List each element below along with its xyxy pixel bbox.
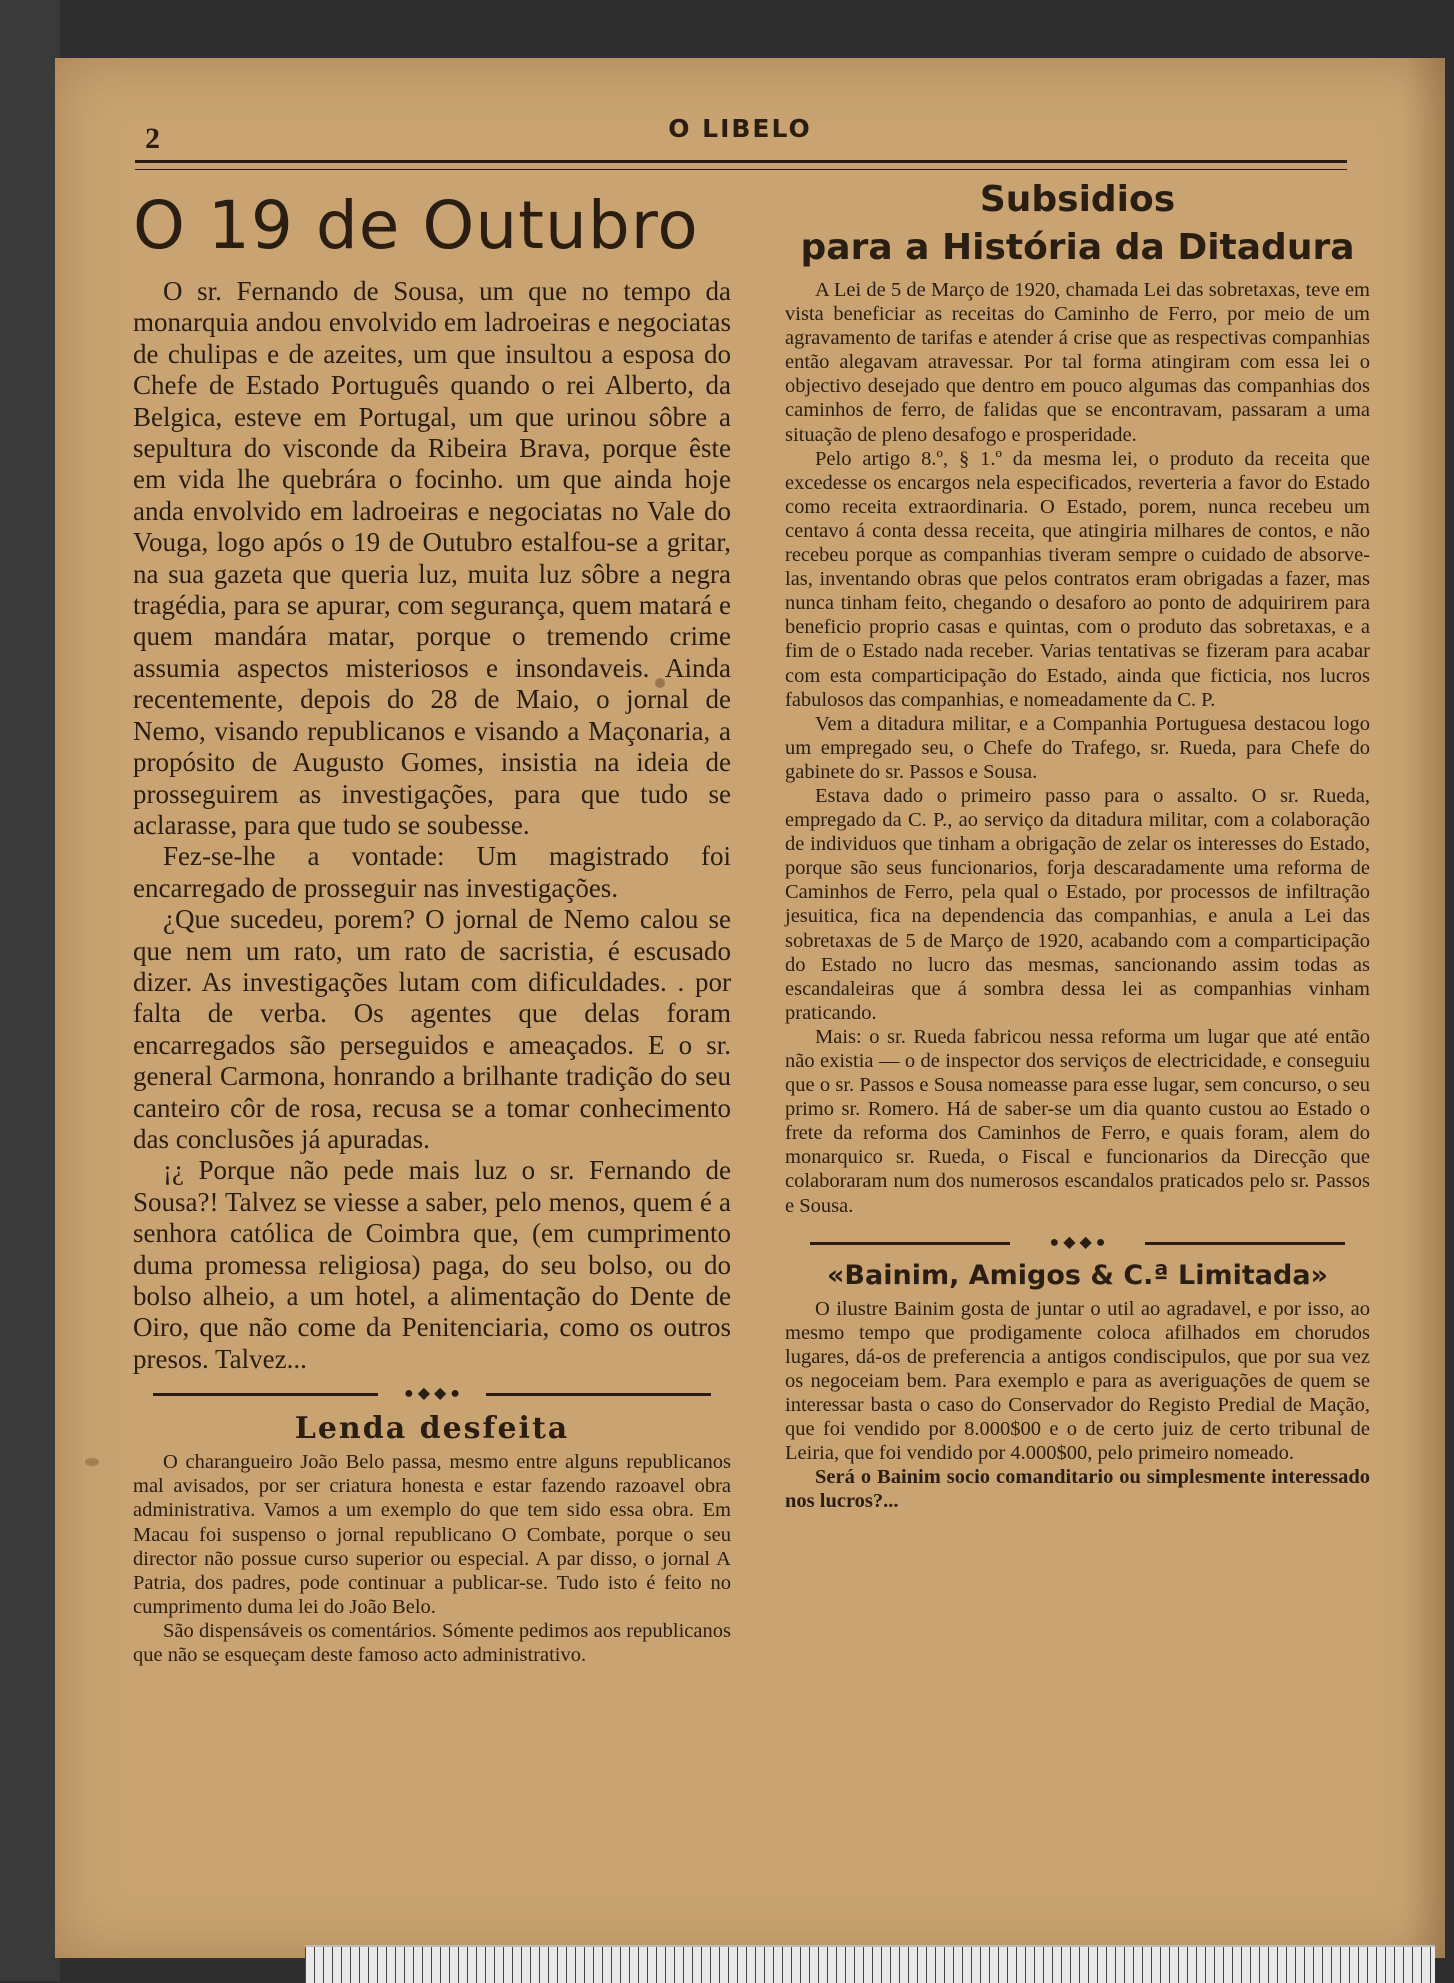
- divider-ornament: ● ◆ ◆ ●: [1049, 1233, 1106, 1251]
- article-title: O 19 de Outubro: [133, 187, 699, 264]
- article-paragraph: São dispensáveis os comentários. Sómente pedimos aos republicanos que não se esqueçam deste famoso acto administrativo.: [133, 1619, 731, 1666]
- scan-background: [0, 0, 60, 1981]
- paper-stain: [85, 1458, 99, 1466]
- section-divider: [785, 1232, 1370, 1254]
- left-column: [133, 186, 731, 1667]
- article-title-line: para a História da Ditadura: [800, 227, 1355, 268]
- newspaper-page: [55, 58, 1445, 1958]
- article-paragraph: A Lei de 5 de Março de 1920, chamada Lei das sobretaxas, teve em vista beneficiar as receitas do Caminho de Ferro, por meio de um agravamento de tarifas e atender á crise que as respectivas companhias então alegavam atravessar. Por tal forma atingiram com essa lei o objectivo desejado que dentro em pouco algumas das companhias dos caminhos de ferro, de falidas que se encontravam, passaram a uma situação de pleno desafogo e prosperidade.: [785, 279, 1370, 446]
- article-paragraph: O charangueiro João Belo passa, mesmo entre alguns republicanos mal avisados, por ser criatura honesta e estar fazendo razoavel obra administrativa. Vamos a um exemplo do que tem sido essa obra. Em Macau foi suspenso o jornal republicano O Combate, porque o seu director não possue curso superior ou especial. A par disso, o jornal A Patria, dos padres, pode continuar a publicar-se. Tudo isto é feito no cumprimento duma lei do João Belo.: [133, 1451, 731, 1618]
- article-paragraph: O sr. Fernando de Sousa, um que no tempo da monarquia andou envolvido em ladroeiras e negociatas de chulipas e de azeites, um que insultou a esposa do Chefe de Estado Português quando o rei Alberto, da Belgica, esteve em Portugal, um que urinou sôbre a sepultura do visconde da Ribeira Brava, porque êste em vida lhe quebrára o focinho. um que ainda hoje anda envolvido em ladroeiras e negociatas no Vale do Vouga, logo após o 19 de Outubro estalfou-se a gritar, na sua gazeta que queria luz, muita luz sôbre a negra tragédia, para se apurar, com segurança, quem matará e quem mandára matar, porque o tremendo crime assumia aspectos misteriosos e insondaveis. Ainda recentemente, depois do 28 de Maio, o jornal de Nemo, visando republicanos e visando a Maçonaria, a propósito de Augusto Gomes, insistia na ideia de prosseguirem as investigações, para que tudo se aclarasse, para que tudo se soubesse.: [133, 276, 731, 840]
- article-title-line: Subsidios: [979, 179, 1176, 220]
- page-number: 2: [145, 122, 160, 155]
- article-paragraph: Mais: o sr. Rueda fabricou nessa reforma um lugar que até então não existia — o de inspector dos serviços de electricidade, e conseguiu que o sr. Passos e Sousa nomeasse para esse lugar, sem concurso, o seu primo sr. Romero. Há de saber-se um dia quanto custou ao Estado o frete da reforma dos Caminhos de Ferro, e quais foram, alem do monarquico sr. Rueda, o Fiscal e funcionarios da Direcção que colaboraram num dos numerosos escandalos praticados pelo sr. Passos e Sousa.: [785, 1025, 1370, 1217]
- divider-ornament: ● ◆ ◆ ●: [404, 1385, 460, 1403]
- article-paragraph: Fez-se-lhe a vontade: Um magistrado foi encarregado de prosseguir nas investigações.: [133, 841, 731, 903]
- page-header: [135, 108, 1345, 155]
- article-paragraph: ¿Que sucedeu, porem? O jornal de Nemo calou se que nem um rato, um rato de sacristia, é escusado dizer. As investigações lutam com dificuldades. . por falta de verba. Os agentes que delas foram encarregados são perseguidos e ameaçados. E o sr. general Carmona, honrando a brilhante tradição do seu canteiro côr de rosa, recusa se a tomar conhecimento das conclusões já apuradas.: [133, 904, 731, 1154]
- article-paragraph: Será o Bainim socio comanditario ou simplesmente interessado nos lucros?...: [785, 1466, 1370, 1513]
- article-paragraph: Estava dado o primeiro passo para o assalto. O sr. Rueda, empregado da C. P., ao serviço da ditadura militar, com a colaboração de individuos que tinham a obrigação de zelar os interesses do Estado, porque são seus funcionarios, forja descaradamente uma reforma de Caminhos de Ferro, pela qual o Estado, por processos de infiltração jesuitica, fica na dependencia das companhias, e anula a Lei das sobretaxas de 5 de Março de 1920, acabando com a comparticipação do Estado no lucro das mesmas, sancionando assim todas as escandaleiras que á sombra dessa lei as companhias vinham praticando.: [785, 784, 1370, 1024]
- section-divider: [133, 1383, 731, 1405]
- article-paragraph: O ilustre Bainim gosta de juntar o util ao agradavel, e por isso, ao mesmo tempo que prodigamente coloca afilhados em chorudos lugares, dá-os de preferencia a antigos condiscipulos, que por sua vez os negoceiam bem. Para exemplo e para as averiguações de quem se interessar basta o caso do Conservador do Registo Predial de Mação, que foi vendido por 8.000$00 e o de certo juiz de certo tribunal de Leiria, que foi vendido por 4.000$00, pelo primeiro nomeado.: [785, 1297, 1370, 1465]
- article-title: [785, 176, 1370, 272]
- right-column: [785, 176, 1370, 1514]
- article-title: Lenda desfeita: [294, 1411, 570, 1447]
- article-paragraph: ¡¿ Porque não pede mais luz o sr. Fernando de Sousa?! Talvez se viesse a saber, pelo menos, quem é a senhora católica de Coimbra que, (em cumprimento duma promessa religiosa) paga, do seu bolso, ou do bolso alheio, a um hotel, a alimentação do Dente de Oiro, que não come da Penitenciaria, como os outros presos. Talvez...: [133, 1155, 731, 1374]
- article-paragraph: Vem a ditadura militar, e a Companhia Portuguesa destacou logo um empregado seu, o Chefe do Trafego, sr. Rueda, para Chefe do gabinete do sr. Passos e Sousa.: [785, 712, 1370, 783]
- article-title: «Bainim, Amigos & C.ª Limitada»: [826, 1259, 1328, 1291]
- header-rule: [135, 160, 1347, 170]
- masthead: O LIBELO: [668, 114, 812, 143]
- article-paragraph: Pelo artigo 8.º, § 1.º da mesma lei, o produto da receita que excedesse os encargos nela especificados, reverteria a favor do Estado como receita extraordinaria. O Estado, porem, nunca recebeu um centavo á conta dessa receita, que atingiria milhares de contos, e não recebeu porque as companhias tiveram sempre o cuidado de absorve-las, inventando obras que pelos contratos eram obrigadas a fazer, mas nunca tinham feito, chegando o desaforo ao ponto de adquirirem para beneficio proprio casas e quintas, com o produto das sobretaxas, e a fim de o Estado nada receber. Varias tentativas se fizeram para acabar com esta comparticipação do Estado, ainda que ficticia, nos lucros fabulosos das companhias, e nomeadamente da C. P.: [785, 447, 1370, 711]
- scale-ruler: [305, 1945, 1435, 1983]
